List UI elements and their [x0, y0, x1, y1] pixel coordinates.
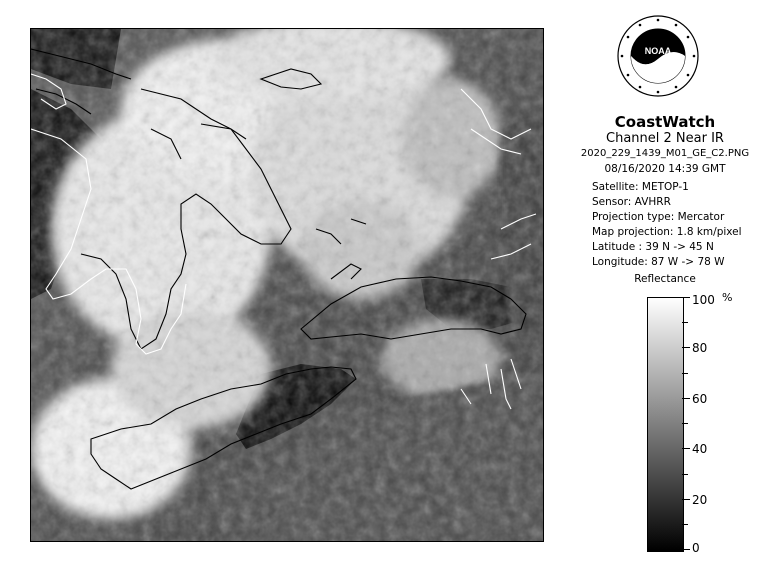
sensor-info: Sensor: AVHRR — [592, 196, 671, 208]
legend-major-tick — [682, 448, 690, 449]
legend-scale — [682, 293, 742, 555]
legend-major-tick — [682, 549, 690, 550]
legend-color-ramp — [647, 297, 684, 552]
legend-tick-label-60: 60 — [692, 392, 708, 406]
legend-label: Reflectance — [634, 273, 696, 285]
legend-minor-tick — [682, 322, 688, 323]
longitude-info: Longitude: 87 W -> 78 W — [592, 256, 725, 268]
image-texture — [31, 29, 543, 541]
legend-major-tick — [682, 297, 690, 298]
image-filename: 2020_229_1439_M01_GE_C2.PNG — [580, 148, 750, 159]
legend-tick-label-40: 40 — [692, 442, 708, 456]
legend-major-tick — [682, 398, 690, 399]
legend-unit: % — [722, 291, 733, 304]
noaa-logo — [617, 15, 699, 97]
projection-type-info: Projection type: Mercator — [592, 211, 725, 223]
image-datetime: 08/16/2020 14:39 GMT — [604, 163, 726, 175]
legend-minor-tick — [682, 474, 688, 475]
legend-minor-tick — [682, 524, 688, 525]
legend-major-tick — [682, 499, 690, 500]
latitude-info: Latitude : 39 N -> 45 N — [592, 241, 714, 253]
noaa-logo-text: NOAA — [644, 46, 672, 56]
satellite-info: Satellite: METOP-1 — [592, 181, 689, 193]
legend-tick-label-100: 100 — [692, 293, 715, 307]
satellite-image — [30, 28, 544, 542]
channel-subtitle: Channel 2 Near IR — [606, 131, 724, 146]
legend-tick-label-80: 80 — [692, 341, 708, 355]
legend-minor-tick — [682, 373, 688, 374]
satellite-image-svg — [31, 29, 543, 541]
legend-tick-label-20: 20 — [692, 493, 708, 507]
legend-major-tick — [682, 347, 690, 348]
noaa-logo-svg — [617, 15, 699, 97]
metadata-list — [592, 180, 742, 270]
app-title: CoastWatch — [614, 113, 716, 131]
legend-tick-label-0: 0 — [692, 541, 700, 555]
legend-minor-tick — [682, 423, 688, 424]
map-projection-info: Map projection: 1.8 km/pixel — [592, 226, 742, 238]
